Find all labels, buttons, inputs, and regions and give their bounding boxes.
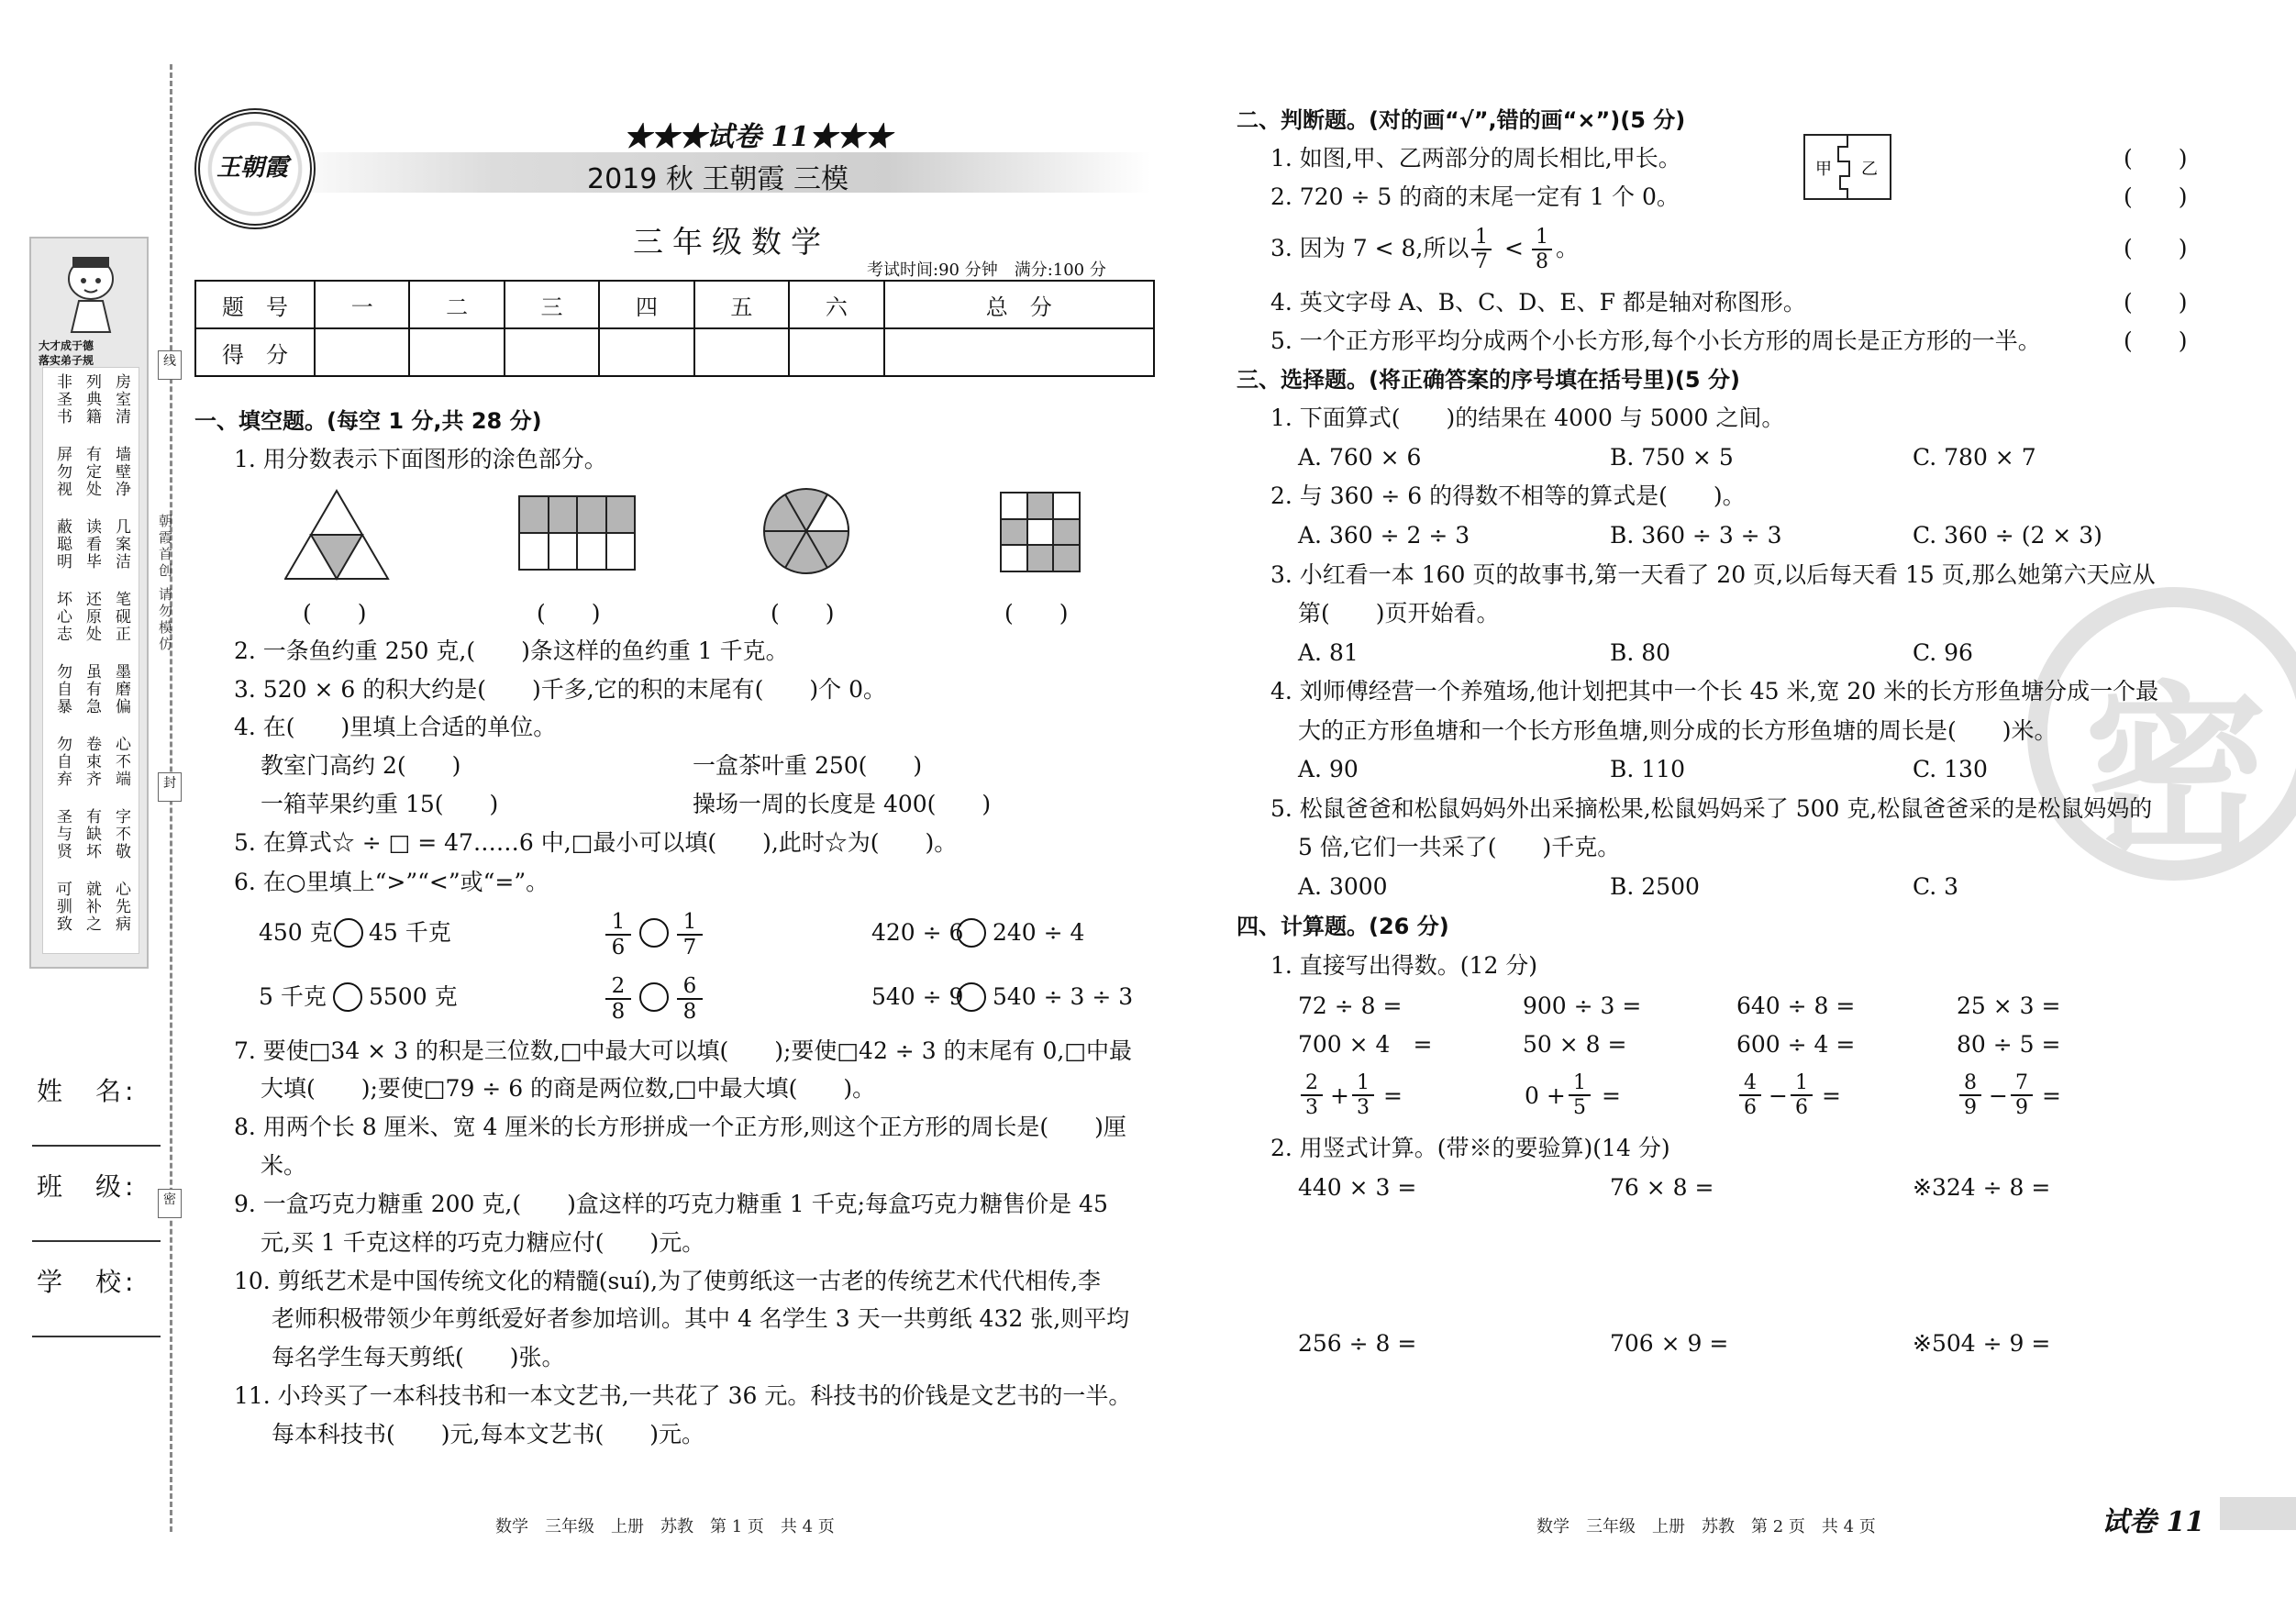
fraction [1569,1071,1591,1119]
fraction-numerator: 7 [2015,1071,2028,1094]
fraction-1-8 [1532,226,1552,273]
score-cell: 五 [694,281,789,328]
q3-text: 3. 520 × 6 的积大约是( )千多,它的积的末尾有( )个 0。 [234,676,887,703]
fraction-numerator: 1 [682,910,697,934]
less-than-sign: < [1504,235,1524,261]
choice-q3-opt-a[interactable]: A. 81 [1298,639,1359,666]
name-label: 姓 名: [37,1076,138,1106]
q9-line-2: 元,买 1 千克这样的巧克力糖应付( )元。 [261,1229,705,1256]
page-badge: 试卷 11 [2096,1499,2210,1539]
judge-answer-3[interactable]: ( ) [2124,235,2188,261]
motto-text: 读看毕 [83,518,101,571]
fraction [1739,1071,1761,1119]
choice-q1-opt-c[interactable]: C. 780 × 7 [1913,444,2036,471]
motto-text: 有缺坏 [83,808,101,860]
fraction [1791,1071,1813,1119]
calc-item: 900 ÷ 3 = [1523,993,1642,1019]
fraction-denominator: 8 [605,998,631,1024]
secret-stamp [2027,587,2296,881]
fraction-numerator: 1 [1357,1071,1370,1094]
fraction-numerator: 2 [1305,1071,1318,1094]
motto-text: 虽有急 [83,663,101,715]
q4-item-d: 操场一周的长度是 400( ) [693,791,992,817]
q6-c-right: 240 ÷ 4 [993,919,1085,946]
calc-q1: 1. 直接写出得数。(12 分) [1270,952,1538,979]
score-input-cell[interactable] [884,328,1154,376]
choice-q5-opt-a[interactable]: A. 3000 [1298,873,1388,900]
motto-text: 有定处 [83,446,101,498]
binding-tag-secret: 密 [158,1189,182,1218]
calc-item: 700 × 4 = [1298,1031,1433,1058]
choice-q5-line-1: 5. 松鼠爸爸和松鼠妈妈外出采摘松果,松鼠妈妈采了 500 克,松鼠爸爸采的是松鼠妈妈的 [1270,795,2153,822]
motto-text: 屏勿视 [53,446,72,498]
school-line[interactable] [32,1336,161,1337]
fraction-numerator: 2 [611,974,626,998]
calc-q2: 2. 用竖式计算。(带※的要验算)(14 分) [1270,1135,1670,1161]
compare-circle[interactable] [956,917,987,948]
fraction [1959,1071,1981,1119]
motto-text: 勿自弃 [53,736,72,788]
q1-text: 1. 用分数表示下面图形的涂色部分。 [234,446,607,472]
logo-text: 王朝霞 [216,154,289,182]
score-cell: 三 [505,281,599,328]
q8-line-2: 米。 [261,1152,307,1179]
motto-text: 卷束齐 [83,736,101,788]
calc-item: 72 ÷ 8 = [1298,993,1403,1019]
q6-text: 6. 在○里填上“>”“<”或“=”。 [234,869,549,895]
class-line[interactable] [32,1240,161,1242]
q11-line-1: 11. 小玲买了一本科技书和一本文艺书,一共花了 36 元。科技书的价钱是文艺书的一半。 [234,1382,1132,1409]
fraction-denominator: 8 [1532,249,1552,273]
choice-q5-opt-b[interactable]: B. 2500 [1610,873,1700,900]
fraction-denominator: 3 [1352,1094,1374,1119]
equals-sign: = [1602,1082,1621,1109]
choice-q1-opt-b[interactable]: B. 750 × 5 [1610,444,1734,471]
fraction-numerator: 1 [1795,1071,1808,1094]
minus-sign: − [1989,1082,2008,1109]
judge-item-2: 2. 720 ÷ 5 的商的末尾一定有 1 个 0。 [1270,183,1680,210]
fraction-1-6 [605,910,631,959]
footer-left: 数学 三年级 上册 苏教 第 1 页 共 4 页 [495,1517,835,1536]
fraction-denominator: 3 [1301,1094,1323,1119]
compare-circle[interactable] [638,981,670,1013]
q1-answer-blank-1[interactable]: ( ) [303,600,367,627]
motto-text: 笔砚正 [112,591,130,643]
compare-circle[interactable] [332,981,363,1013]
binding-tag-seal: 封 [158,772,182,802]
fraction-denominator: 6 [1739,1094,1761,1119]
score-input-cell[interactable] [599,328,693,376]
score-table [194,280,1155,377]
fraction [2011,1071,2033,1119]
square-grid-figure [1000,492,1081,572]
motto-text: 还原处 [83,591,101,643]
q7-line-2: 大填( );要使□79 ÷ 6 的商是两位数,□中最大填( )。 [261,1075,876,1102]
motto-text: 就补之 [83,881,101,933]
q6-a-left: 450 克 [259,919,333,946]
score-cell: 得 分 [195,328,315,376]
motto-text: 几案洁 [112,518,130,571]
paper-number: ★★★试卷 11★★★ [624,121,893,153]
exam-info: 考试时间:90 分钟 满分:100 分 [867,261,1106,280]
binding-tag-line: 线 [158,350,182,380]
choice-q1: 1. 下面算式( )的结果在 4000 与 5000 之间。 [1270,405,1785,431]
equals-sign: = [1822,1082,1841,1109]
vertical-calc-item: 706 × 9 = [1610,1330,1729,1357]
fraction-denominator: 6 [1791,1094,1813,1119]
motto-text: 心先病 [112,881,130,933]
brand-logo [194,108,316,229]
q4-text: 4. 在( )里填上合适的单位。 [234,714,557,740]
stamp-text: 密 [2084,666,2268,880]
score-input-cell[interactable] [789,328,883,376]
choice-q4-opt-b[interactable]: B. 110 [1610,756,1685,782]
circle-figure [761,486,851,576]
score-cell: 六 [789,281,883,328]
motto-text: 墨磨偏 [112,663,130,715]
fraction-denominator: 7 [1471,249,1492,273]
vertical-note-2: 请勿模仿 [157,587,173,653]
fraction-1-7 [1471,226,1492,273]
badge-band [2220,1497,2296,1530]
judge-item-3: 3. 因为 7 < 8,所以 [1270,235,1470,261]
motto-text: 列典籍 [83,373,101,426]
section3-title: 三、选择题。(将正确答案的序号填在括号里)(5 分) [1237,367,1740,393]
q6-a-right: 45 千克 [369,919,451,946]
choice-q2-opt-c[interactable]: C. 360 ÷ (2 × 3) [1913,522,2102,549]
motto-heading-2: 落实弟子规 [39,354,94,367]
score-cell: 二 [409,281,504,328]
score-cell: 题 号 [195,281,315,328]
q7-line-1: 7. 要使□34 × 3 的积是三位数,□中最大可以填( );要使□42 ÷ 3 的末尾有 0,□中最 [234,1037,1132,1064]
q8-line-1: 8. 用两个长 8 厘米、宽 4 厘米的长方形拼成一个正方形,则这个正方形的周长是( )厘 [234,1114,1126,1140]
vertical-calc-item: 76 × 8 = [1610,1174,1714,1201]
motto-text: 坏心志 [53,591,72,643]
compare-circle[interactable] [956,981,987,1013]
compare-circle[interactable] [638,917,670,948]
score-input-cell[interactable] [505,328,599,376]
q5-text: 5. 在算式☆ ÷ □ = 47……6 中,□最小可以填( ),此时☆为( )。 [234,829,958,856]
plus-sign: + [1330,1082,1349,1109]
score-cell: 一 [315,281,409,328]
fraction-numerator: 6 [682,974,697,998]
judge-answer-4[interactable]: ( ) [2124,289,2188,316]
vertical-calc-item: ※324 ÷ 8 = [1913,1174,2051,1201]
motto-heading-1: 大才成于德 [39,339,94,352]
vertical-note-1: 朝霞首创 [157,514,173,580]
judge-item-4: 4. 英文字母 A、B、C、D、E、F 都是轴对称图形。 [1270,289,1806,316]
motto-panel [29,237,149,969]
q6-c-left: 420 ÷ 6 [871,919,964,946]
fraction-numerator: 8 [1964,1071,1977,1094]
school-label: 学 校: [37,1267,138,1297]
rectangle-grid-figure [518,495,636,571]
q6-f-left: 540 ÷ 9 [871,983,964,1010]
score-input-cell[interactable] [694,328,789,376]
section2-title: 二、判断题。(对的画“√”,错的画“×”)(5 分) [1237,107,1686,133]
judge-item-5: 5. 一个正方形平均分成两个小长方形,每个小长方形的周长是正方形的一半。 [1270,327,2041,354]
q10-line-1: 10. 剪纸艺术是中国传统文化的精髓(suí),为了使剪纸这一古老的传统艺术代代相传,李 [234,1268,1102,1294]
choice-q3-opt-b[interactable]: B. 80 [1610,639,1671,666]
q11-line-2: 每本科技书( )元,每本文艺书( )元。 [272,1421,704,1447]
choice-q2: 2. 与 360 ÷ 6 的得数不相等的算式是( )。 [1270,482,1746,509]
calc-item: 50 × 8 = [1523,1031,1627,1058]
fraction-6-8 [677,974,703,1024]
choice-q5-opt-c[interactable]: C. 3 [1913,873,1959,900]
fraction-denominator: 5 [1569,1094,1591,1119]
q6-f-right: 540 ÷ 3 ÷ 3 [993,983,1134,1010]
judge-answer-1[interactable]: ( ) [2124,145,2188,172]
choice-q3-opt-c[interactable]: C. 96 [1913,639,1973,666]
q2-text: 2. 一条鱼约重 250 克,( )条这样的鱼约重 1 千克。 [234,638,789,664]
score-table-score-row [195,328,1154,376]
choice-q3-line-2: 第( )页开始看。 [1298,600,1500,627]
minus-sign: − [1769,1082,1788,1109]
motto-columns [42,367,139,954]
q1-answer-blank-3[interactable]: ( ) [771,600,835,627]
judge-answer-5[interactable]: ( ) [2124,327,2188,354]
footer-right: 数学 三年级 上册 苏教 第 2 页 共 4 页 [1536,1517,1876,1536]
triangle-figure [284,489,390,581]
judge-item-1: 1. 如图,甲、乙两部分的周长相比,甲长。 [1270,145,1681,172]
section1-title: 一、填空题。(每空 1 分,共 28 分) [194,408,542,434]
q6-d-left: 5 千克 [259,983,327,1010]
equals-sign: = [2042,1082,2061,1109]
scholar-cartoon-icon [59,251,123,334]
q10-line-2: 老师积极带领少年剪纸爱好者参加培训。其中 4 名学生 3 天一共剪纸 432 张,则平均 [272,1305,1130,1332]
q9-line-1: 9. 一盒巧克力糖重 200 克,( )盒这样的巧克力糖重 1 千克;每盒巧克力糖售价是 45 [234,1191,1108,1217]
calc-item: 600 ÷ 4 = [1736,1031,1856,1058]
fraction-numerator: 1 [1536,226,1548,249]
choice-q3-line-1: 3. 小红看一本 160 页的故事书,第一天看了 20 页,以后每天看 15 页,那么她第六天应从 [1270,561,2156,588]
score-cell: 四 [599,281,693,328]
fraction-denominator: 8 [677,998,703,1024]
motto-text: 蔽聪明 [53,518,72,571]
q1-answer-blank-4[interactable]: ( ) [1004,600,1069,627]
fraction [1301,1071,1323,1119]
calc-item: 80 ÷ 5 = [1957,1031,2061,1058]
choice-q2-opt-a[interactable]: A. 360 ÷ 2 ÷ 3 [1298,522,1470,549]
score-table-header-row [195,281,1154,328]
fraction-numerator: 1 [1475,226,1488,249]
zero-plus: 0 + [1525,1082,1566,1109]
motto-text: 字不敬 [112,808,130,860]
fraction-2-8 [605,974,631,1024]
period: 。 [1556,235,1580,261]
q4-item-b: 一盒茶叶重 250( ) [693,752,923,779]
equals-sign: = [1383,1082,1403,1109]
fraction-denominator: 9 [1959,1094,1981,1119]
jia-label: 甲 [1815,160,1832,179]
fraction-numerator: 4 [1744,1071,1757,1094]
score-input-cell[interactable] [409,328,504,376]
choice-q5-line-2: 5 倍,它们一共采了( )千克。 [1298,834,1621,860]
choice-q2-opt-b[interactable]: B. 360 ÷ 3 ÷ 3 [1610,522,1782,549]
section4-title: 四、计算题。(26 分) [1237,914,1449,939]
choice-q4-line-1: 4. 刘师傅经营一个养殖场,他计划把其中一个长 45 米,宽 20 米的长方形鱼塘分成一个最 [1270,678,2159,704]
motto-text: 非圣书 [53,373,72,426]
yi-label: 乙 [1861,160,1878,179]
vertical-calc-item: 440 × 3 = [1298,1174,1417,1201]
fraction-denominator: 6 [605,934,631,959]
motto-text: 可驯致 [53,881,72,933]
motto-text: 勿自暴 [53,663,72,715]
choice-q4-opt-a[interactable]: A. 90 [1298,756,1359,782]
q1-answer-blank-2[interactable]: ( ) [537,600,601,627]
motto-text: 圣与贤 [53,808,72,860]
choice-q4-opt-c[interactable]: C. 130 [1913,756,1988,782]
name-line[interactable] [32,1145,161,1147]
calc-item: 640 ÷ 8 = [1736,993,1856,1019]
choice-q1-opt-a[interactable]: A. 760 × 6 [1298,444,1422,471]
fraction-1-7 [677,910,703,959]
vertical-calc-item: ※504 ÷ 9 = [1913,1330,2051,1357]
judge-answer-2[interactable]: ( ) [2124,183,2188,210]
fraction-denominator: 9 [2011,1094,2033,1119]
q4-item-a: 教室门高约 2( ) [261,752,461,779]
fraction-numerator: 1 [611,910,626,934]
q10-line-3: 每名学生每天剪纸( )张。 [272,1344,565,1370]
jia-yi-figure [1803,134,1891,200]
exam-title: 2019 秋 王朝霞 三模 [587,163,849,195]
class-label: 班 级: [37,1171,138,1202]
motto-text: 墙壁净 [112,446,130,498]
choice-q4-line-2: 大的正方形鱼塘和一个长方形鱼塘,则分成的长方形鱼塘的周长是( )米。 [1298,717,2058,744]
fraction-numerator: 1 [1573,1071,1586,1094]
q6-d-right: 5500 克 [369,983,458,1010]
motto-text: 心不端 [112,736,130,788]
vertical-calc-item: 256 ÷ 8 = [1298,1330,1417,1357]
compare-circle[interactable] [333,917,364,948]
score-cell: 总 分 [884,281,1154,328]
subject-title: 三年级数学 [633,224,830,260]
fraction [1352,1071,1374,1119]
fraction-denominator: 7 [677,934,703,959]
score-input-cell[interactable] [315,328,409,376]
motto-text: 房室清 [112,373,130,426]
calc-item: 25 × 3 = [1957,993,2061,1019]
q4-item-c: 一箱苹果约重 15( ) [261,791,499,817]
